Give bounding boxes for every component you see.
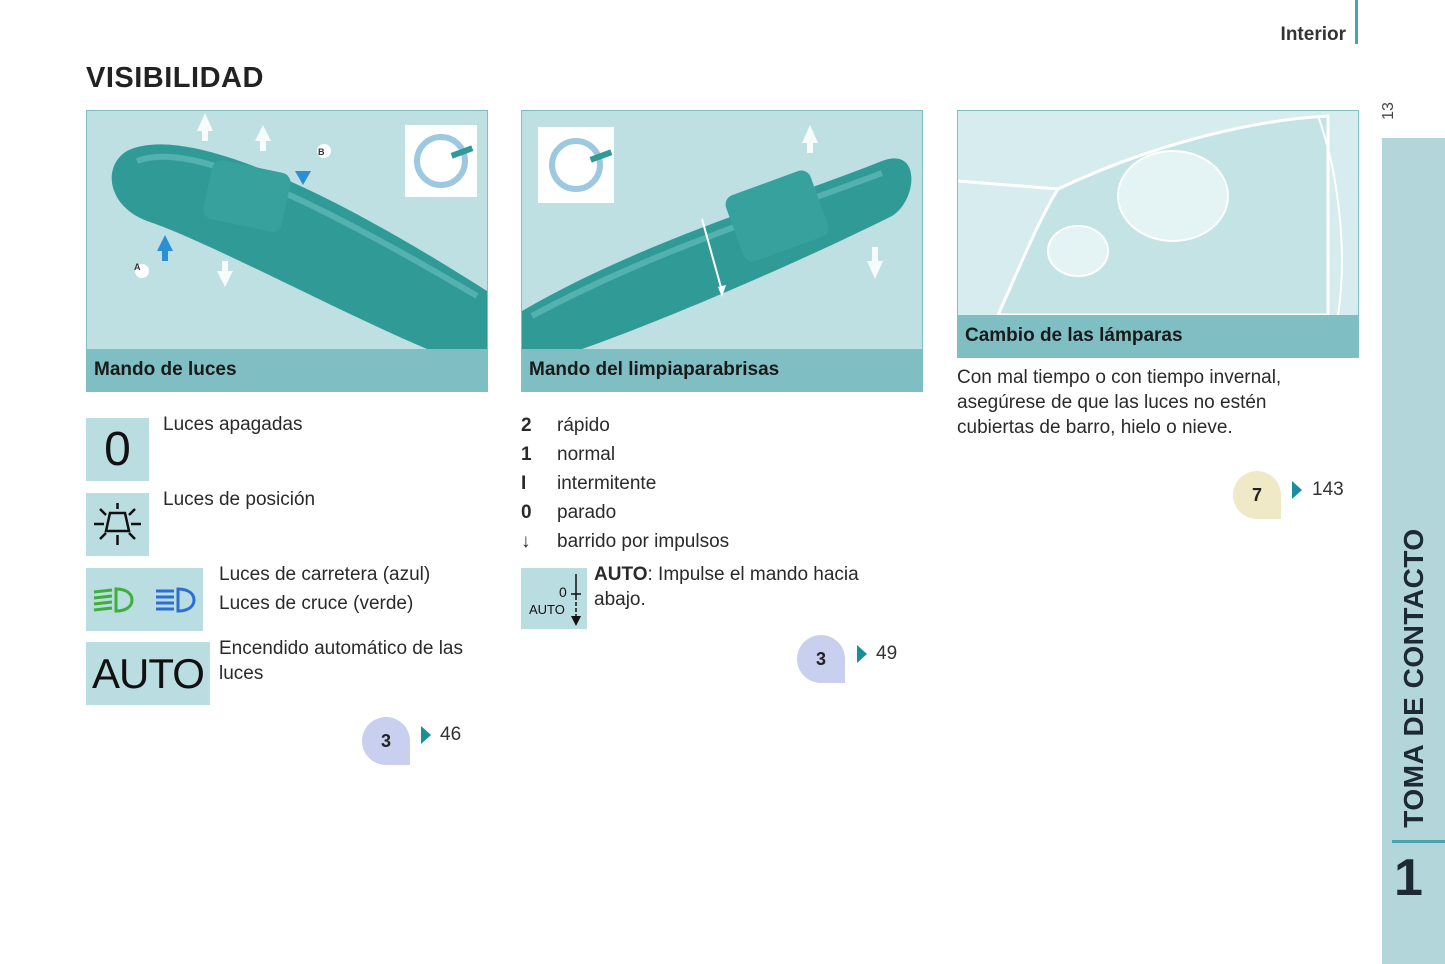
legend-label: intermitente (557, 473, 657, 494)
position-lights-icon (86, 493, 149, 556)
low-beam-label: Luces de cruce (verde) (219, 593, 414, 614)
label-b: B (318, 147, 325, 157)
legend-row (521, 498, 901, 527)
auto-lights-glyph: AUTO (92, 649, 204, 697)
legend-label: barrido por impulsos (557, 531, 730, 552)
page-ref[interactable]: 49 (876, 643, 898, 664)
chapter-ref-number: 3 (815, 649, 826, 669)
lights-panel (86, 110, 488, 392)
lamps-caption: Cambio de las lámparas (958, 315, 1358, 357)
beam-lights-glyph (86, 568, 203, 631)
wiper-stalk-illustration (522, 111, 922, 349)
lights-off-glyph: 0 (104, 423, 131, 476)
page-ref[interactable]: 143 (1312, 479, 1344, 500)
wiper-auto-label: : Impulse el mando hacia abajo. (594, 564, 859, 610)
position-lights-glyph (86, 493, 149, 556)
wiper-auto-description (594, 562, 894, 612)
high-beam-label: Luces de carretera (azul) (219, 564, 431, 585)
wiper-legend (521, 411, 901, 556)
wipers-caption: Mando del limpiaparabrisas (522, 349, 922, 391)
chapter-ref-bubble[interactable] (1233, 471, 1281, 519)
legend-row (521, 469, 901, 498)
headlamp-illustration (958, 111, 1358, 315)
lights-off-label: Luces apagadas (163, 414, 303, 435)
label-a: A (134, 262, 141, 272)
auto-lights-icon (86, 642, 210, 705)
chapter-title: TOMA DE CONTACTO (1397, 528, 1429, 828)
chapter-title-box (1382, 138, 1445, 838)
legend-key: 0 (521, 502, 532, 523)
legend-label: parado (557, 502, 617, 523)
chapter-rule (1392, 840, 1445, 843)
arrow-right-icon (857, 645, 867, 663)
page-ref[interactable]: 46 (440, 724, 462, 745)
page-title: VISIBILIDAD (86, 62, 264, 94)
chapter-ref-number: 7 (1251, 485, 1262, 505)
wiper-down-arrow-icon (569, 572, 583, 628)
auto-lights-label: Encendido automático de las luces (219, 638, 463, 684)
page-number: 13 (1380, 102, 1397, 120)
section-header: Interior (1280, 24, 1346, 45)
arrow-right-icon (421, 726, 431, 744)
wipers-panel (521, 110, 923, 392)
legend-row (521, 527, 901, 556)
legend-key: 1 (521, 444, 532, 465)
wiper-auto-bold: AUTO (594, 564, 648, 585)
legend-label: rápido (557, 415, 610, 436)
legend-label: normal (557, 444, 616, 465)
header-rule (1355, 0, 1358, 44)
lights-caption: Mando de luces (87, 349, 487, 391)
chapter-number: 1 (1394, 849, 1423, 907)
arrow-right-icon (1292, 481, 1302, 499)
chapter-ref-number: 3 (380, 731, 391, 751)
legend-key: I (521, 473, 527, 494)
chapter-ref-bubble[interactable] (362, 717, 410, 765)
wiper-auto-icon (521, 568, 587, 629)
lights-off-icon (86, 418, 149, 481)
legend-row (521, 411, 901, 440)
lights-stalk-illustration (87, 111, 487, 349)
lamps-panel (957, 110, 1359, 358)
lamps-description: Con mal tiempo o con tiempo invernal, asegúrese de que las luces no estén cubiertas de barro, hielo o nieve. (957, 367, 1282, 438)
chapter-ref-bubble[interactable] (797, 635, 845, 683)
legend-row (521, 440, 901, 469)
wiper-auto-zero: 0 (559, 584, 567, 600)
legend-key: 2 (521, 415, 532, 436)
position-lights-label: Luces de posición (163, 489, 316, 510)
beam-lights-icon (86, 568, 203, 631)
legend-key: ↓ (521, 531, 531, 552)
wiper-auto-text: AUTO (529, 602, 565, 617)
